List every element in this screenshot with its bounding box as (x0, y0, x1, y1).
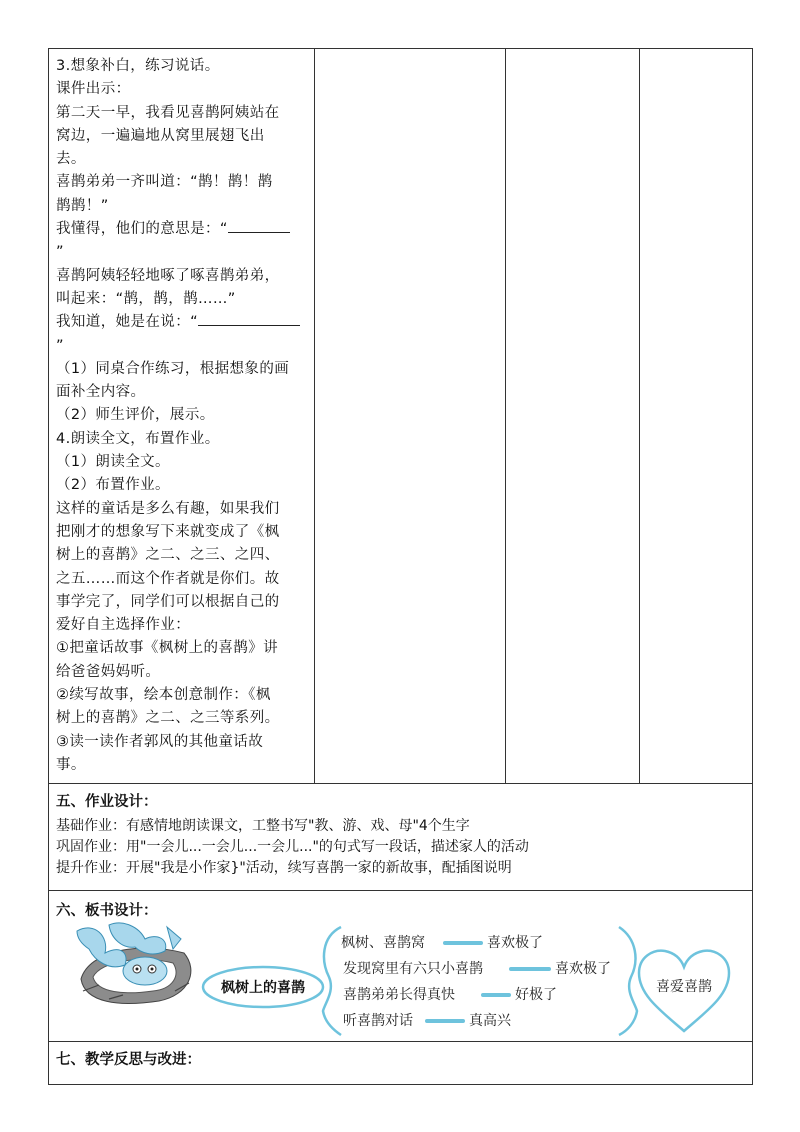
step-line: 我知道，她是在说：“ (56, 314, 199, 331)
fill-in-blank (228, 218, 290, 233)
board-line-4-right: 真高兴 (469, 1013, 511, 1030)
step-line: （2）布置作业。 (56, 477, 170, 494)
step-line: 喜鹊阿姨轻轻地啄了啄喜鹊弟弟， (56, 267, 280, 284)
right-brace (619, 927, 637, 1035)
step-line: 树上的喜鹊》之二、之三等系列。 (56, 710, 280, 727)
step-line: 课件出示： (56, 81, 131, 98)
board-line-2-right: 喜欢极了 (555, 961, 611, 978)
step-line: 鹊鹊！” (56, 197, 109, 214)
step-line: 第二天一早，我看见喜鹊阿姨站在 (56, 104, 280, 121)
step-line: ①把童话故事《枫树上的喜鹊》讲 (56, 640, 278, 657)
board-row (49, 891, 753, 1042)
board-line-1-left: 枫树、喜鹊窝 (341, 935, 425, 952)
board-design (49, 891, 752, 1041)
step-line: 4.朗读全文，布置作业。 (56, 430, 220, 447)
board-cell (49, 891, 753, 1042)
step-line: 把刚才的想象写下来就变成了《枫 (56, 523, 280, 540)
reflection-cell (49, 1042, 753, 1085)
teaching-process-row (49, 49, 753, 784)
board-title: 六、板书设计： (56, 903, 158, 920)
step-line: 之五……而这个作者就是你们。故 (56, 570, 280, 587)
homework-consolidate: 巩固作业：用"一会儿...一会儿...一会儿..."的句式写一段话，描述家人的活动 (56, 839, 529, 856)
teaching-steps-text (49, 49, 314, 783)
homework-basic: 基础作业：有感情地朗读课文，工整书写"教、游、戏、母"4个生字 (56, 818, 470, 835)
design-intent-cell (505, 49, 639, 784)
step-line: （1）同桌合作练习，根据想象的画 (56, 360, 290, 377)
step-line: 我懂得，他们的意思是：“ (56, 221, 228, 238)
heart-label: 喜爱喜鹊 (656, 979, 712, 996)
step-line: 事学完了，同学们可以根据自己的 (56, 593, 280, 610)
homework-title: 五、作业设计： (56, 794, 158, 811)
step-line: ” (56, 244, 64, 261)
step-line: ” (56, 337, 64, 354)
step-line: 去。 (56, 151, 86, 168)
step-line: 事。 (56, 756, 86, 773)
step-line: 3.想象补白，练习说话。 (56, 58, 220, 74)
center-label: 枫树上的喜鹊 (221, 980, 305, 997)
board-line-4-left: 听喜鹊对话 (343, 1013, 413, 1030)
left-brace (323, 927, 341, 1035)
step-line: （2）师生评价，展示。 (56, 407, 215, 424)
step-line: 喜鹊弟弟一齐叫道：“鹊！鹊！鹊 (56, 174, 273, 191)
step-line: 面补全内容。 (56, 384, 146, 401)
reflection-title: 七、教学反思与改进： (56, 1052, 201, 1069)
board-line-1-right: 喜欢极了 (487, 935, 543, 952)
step-line-with-blank (56, 218, 310, 241)
fill-in-blank (198, 311, 300, 326)
step-line: ②续写故事，绘本创意制作：《枫 (56, 687, 271, 704)
magpie-nest-illustration (73, 923, 195, 1005)
student-activity-cell (315, 49, 506, 784)
board-line-2-left: 发现窝里有六只小喜鹊 (343, 961, 483, 978)
homework-row (49, 784, 753, 891)
step-line: 窝边，一遍遍地从窝里展翅飞出 (56, 127, 265, 144)
step-line: 树上的喜鹊》之二、之三、之四、 (56, 547, 280, 564)
homework-extend: 提升作业：开展"我是小作家}"活动，续写喜鹊一家的新故事，配插图说明 (56, 860, 512, 877)
step-line: 叫起来：“鹊，鹊，鹊……” (56, 290, 236, 307)
step-line: 这样的童话是多么有趣，如果我们 (56, 500, 280, 517)
step-line: ③读一读作者郭风的其他童话故 (56, 733, 264, 750)
step-line: （1）朗读全文。 (56, 454, 170, 471)
step-line: 爱好自主选择作业： (56, 617, 191, 634)
step-line: 给爸爸妈妈听。 (56, 663, 161, 680)
teaching-steps-cell (49, 49, 315, 784)
reflection-row (49, 1042, 753, 1085)
board-line-3-left: 喜鹊弟弟长得真快 (343, 987, 455, 1004)
lesson-plan-table (48, 48, 753, 1085)
notes-cell (639, 49, 753, 784)
step-line-with-blank (56, 311, 310, 334)
homework-cell (49, 784, 753, 891)
board-line-3-right: 好极了 (515, 987, 557, 1004)
